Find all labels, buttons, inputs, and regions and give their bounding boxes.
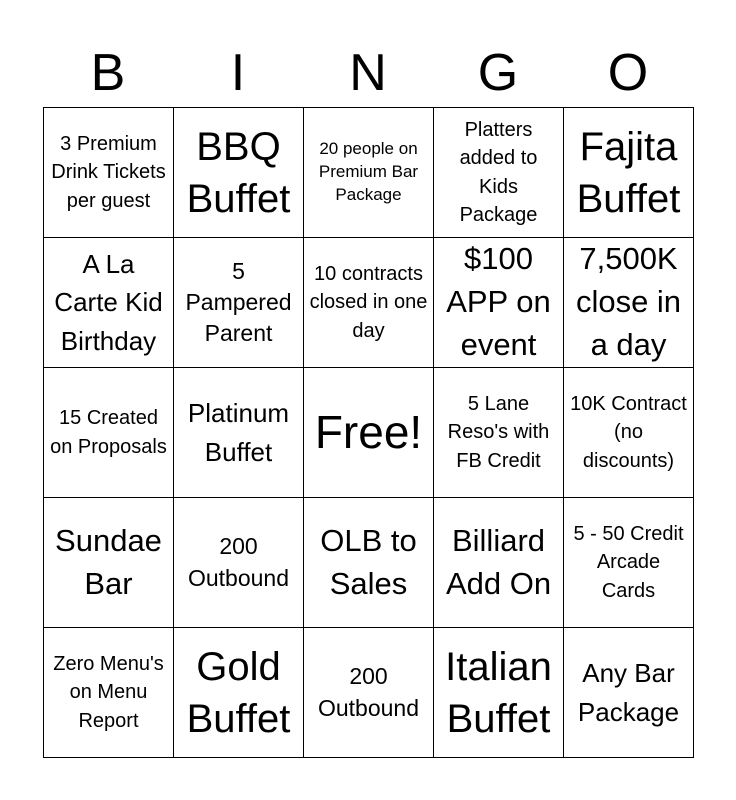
bingo-cell-label: 200 Outbound <box>187 533 290 591</box>
bingo-cell-label: Any Bar Package <box>577 658 680 727</box>
bingo-cell-r1-c1[interactable] <box>44 108 174 238</box>
bingo-cell-r3-c5[interactable] <box>564 368 694 498</box>
bingo-cell-r4-c4[interactable] <box>434 498 564 628</box>
header-letter-n: N <box>349 44 387 102</box>
header-letter-b: B <box>90 44 126 102</box>
bingo-cell-label: Italian Buffet <box>445 644 552 741</box>
bingo-cell-r4-c5[interactable] <box>564 498 694 628</box>
bingo-cell-label: BBQ Buffet <box>186 124 291 221</box>
header-letter-i: I <box>230 44 246 102</box>
bingo-cell-label: 5 Pampered Parent <box>185 257 292 347</box>
bingo-cell-label: 10 contracts closed in one day <box>309 262 428 342</box>
bingo-cell-label: Gold Buffet <box>186 644 291 741</box>
bingo-cell-r4-c2[interactable] <box>174 498 304 628</box>
bingo-cell-r2-c5[interactable] <box>564 238 694 368</box>
bingo-cell-r1-c5[interactable] <box>564 108 694 238</box>
bingo-cell-label: 10K Contract (no discounts) <box>570 392 687 472</box>
bingo-cell-label: Fajita Buffet <box>576 124 681 221</box>
bingo-cell-label: Zero Menu's on Menu Report <box>53 652 164 732</box>
bingo-cell-label: Billiard Add On <box>445 522 552 601</box>
bingo-cell-r1-c3[interactable] <box>304 108 434 238</box>
bingo-cell-label: 7,500K close in a day <box>575 241 682 362</box>
bingo-cell-r1-c4[interactable] <box>434 108 564 238</box>
bingo-cell-r5-c2[interactable] <box>174 628 304 758</box>
bingo-cell-r2-c3[interactable] <box>304 238 434 368</box>
bingo-cell-label: Sundae Bar <box>55 522 162 601</box>
bingo-cell-label: 200 Outbound <box>317 663 420 721</box>
bingo-cell-r3-c4[interactable] <box>434 368 564 498</box>
bingo-cell-r1-c2[interactable] <box>174 108 304 238</box>
bingo-cell-r4-c3[interactable] <box>304 498 434 628</box>
bingo-header <box>43 40 693 106</box>
bingo-cell-r5-c4[interactable] <box>434 628 564 758</box>
bingo-cell-r2-c1[interactable] <box>44 238 174 368</box>
bingo-cell-label: Platinum Buffet <box>187 398 290 467</box>
bingo-cell-r2-c4[interactable] <box>434 238 564 368</box>
bingo-cell-label: 15 Created on Proposals <box>50 407 167 458</box>
bingo-cell-label: Free! <box>314 405 423 458</box>
bingo-board <box>43 107 694 758</box>
bingo-cell-label: 5 Lane Reso's with FB Credit <box>447 392 550 472</box>
header-letter-o: O <box>607 44 649 102</box>
bingo-cell-label: 5 - 50 Credit Arcade Cards <box>573 522 684 602</box>
bingo-cell-r5-c5[interactable] <box>564 628 694 758</box>
bingo-cell-label: 3 Premium Drink Tickets per guest <box>51 132 166 212</box>
bingo-cell-r5-c1[interactable] <box>44 628 174 758</box>
free-space-cell[interactable] <box>304 368 434 498</box>
bingo-cell-r4-c1[interactable] <box>44 498 174 628</box>
bingo-cell-r2-c2[interactable] <box>174 238 304 368</box>
bingo-cell-label: $100 APP on event <box>446 241 551 362</box>
bingo-cell-label: Platters added to Kids Package <box>459 118 538 226</box>
bingo-cell-label: OLB to Sales <box>320 522 417 601</box>
header-letter-g: G <box>477 44 519 102</box>
bingo-cell-r3-c2[interactable] <box>174 368 304 498</box>
bingo-cell-r3-c1[interactable] <box>44 368 174 498</box>
bingo-cell-r5-c3[interactable] <box>304 628 434 758</box>
bingo-cell-label: 20 people on Premium Bar Package <box>318 139 419 204</box>
bingo-cell-label: A La Carte Kid Birthday <box>54 248 163 356</box>
